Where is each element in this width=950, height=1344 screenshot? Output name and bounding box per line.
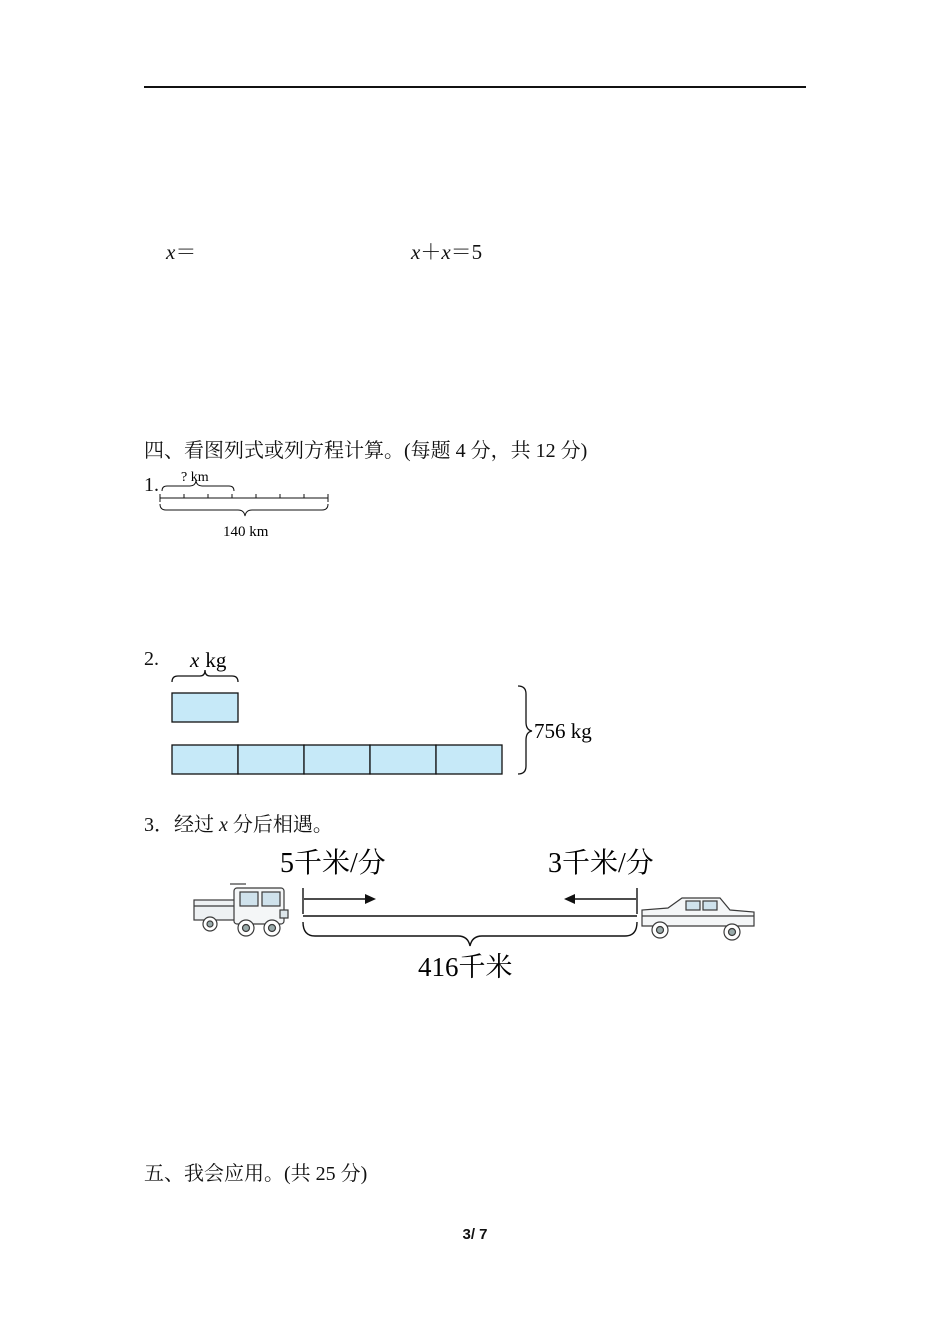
equation-left-var: x <box>166 240 176 264</box>
question-2-diagram <box>160 640 630 785</box>
question-3-diagram <box>190 840 760 990</box>
question-1-top-label: ? km <box>181 470 209 485</box>
question-3-text-pre: 经过 <box>174 814 214 836</box>
pickup-truck-icon <box>642 898 754 940</box>
section-5-title: 五、我会应用。(共 25 分) <box>144 1163 368 1185</box>
header-rule <box>144 86 806 88</box>
question-3-brace <box>303 922 637 946</box>
question-2-brace <box>172 670 238 682</box>
question-2-unit: kg <box>205 648 227 672</box>
question-2-single-box <box>172 693 238 722</box>
question-3-distance: 416千米 <box>418 952 513 982</box>
equation-right-var2: x <box>441 240 451 264</box>
question-3-number: 3． <box>144 814 174 836</box>
question-2-row <box>172 745 502 774</box>
question-3-left-speed: 5千米/分 <box>280 848 386 879</box>
question-2-var: x <box>190 648 200 672</box>
question-3-right-speed: 3千米/分 <box>548 848 654 879</box>
arrow-right-icon <box>304 894 376 904</box>
equation-right <box>411 236 482 266</box>
question-2-number: 2. <box>144 648 159 670</box>
question-2-label <box>189 648 227 672</box>
question-3-text-post: 分后相遇。 <box>232 814 333 836</box>
question-2-right-brace <box>518 686 532 774</box>
equation-left-rest: ＝ <box>175 240 197 264</box>
arrow-left-icon <box>564 894 636 904</box>
question-2-box <box>304 745 370 774</box>
question-1-bottom-brace <box>160 504 328 516</box>
question-2-box <box>238 745 304 774</box>
question-3-var: x <box>219 814 228 836</box>
truck-icon <box>194 884 288 936</box>
question-1-number: 1. <box>144 474 159 496</box>
question-3-text <box>144 808 333 837</box>
page-number: 3/ 7 <box>462 1226 488 1243</box>
section-4-title: 四、看图列式或列方程计算。(每题 4 分，共 12 分) <box>144 440 588 462</box>
question-1-bottom-label: 140 km <box>223 524 269 540</box>
question-2-box <box>436 745 502 774</box>
equation-right-plus: ＋ <box>420 240 442 264</box>
equation-right-var1: x <box>411 240 421 264</box>
equation-right-rest: ＝5 <box>450 240 483 264</box>
question-2-box <box>172 745 238 774</box>
question-1-diagram <box>150 462 350 542</box>
equation-left <box>166 236 196 266</box>
question-2-total-label: 756 kg <box>534 719 592 743</box>
question-2-box <box>370 745 436 774</box>
